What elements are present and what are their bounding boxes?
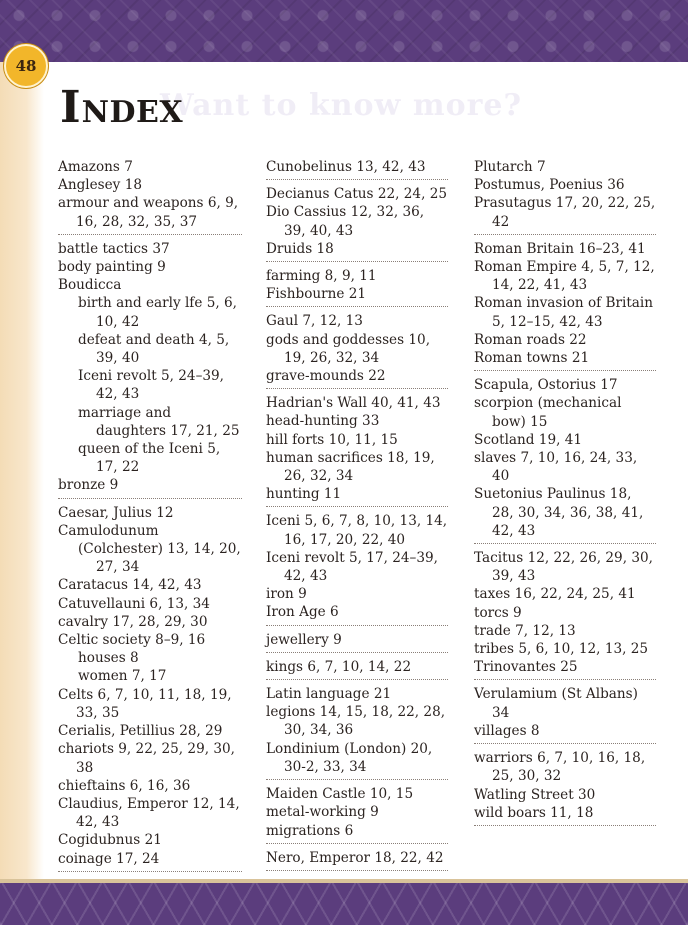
index-entry (474, 604, 656, 622)
index-entry-text: scorpion (mechanical bow) 15 (474, 395, 622, 430)
index-entry-text: kings 6, 7, 10, 14, 22 (266, 658, 412, 675)
index-entry-text: armour and weapons 6, 9, 16, 28, 32, 35, 37 (58, 195, 239, 230)
index-subentry (58, 367, 242, 403)
index-entry-text: Caratacus 14, 42, 43 (58, 577, 202, 594)
index-entry (58, 850, 242, 868)
index-entry-text: Celts 6, 7, 10, 11, 18, 19, 33, 35 (58, 686, 232, 721)
index-entry (266, 485, 448, 503)
index-entry-text: Camulodunum (58, 522, 159, 539)
dotted-divider (266, 388, 448, 389)
index-entry (474, 622, 656, 640)
index-entry (58, 686, 242, 722)
index-entry-text: Iceni 5, 6, 7, 8, 10, 13, 14, 16, 17, 20, 22, 40 (266, 513, 448, 548)
index-entry (474, 640, 656, 658)
index-entry (474, 549, 656, 585)
dotted-divider (266, 506, 448, 507)
index-entry (266, 603, 448, 621)
dotted-divider (266, 625, 448, 626)
index-entry (474, 485, 656, 540)
dotted-divider (266, 779, 448, 780)
index-entry-text: villages 8 (474, 722, 540, 739)
index-entry-text: iron 9 (266, 586, 307, 603)
index-entry (58, 504, 242, 522)
index-subentry (58, 294, 242, 330)
index-entry (58, 258, 242, 276)
index-entry-text: body painting 9 (58, 259, 166, 276)
index-entry (266, 431, 448, 449)
index-entry (474, 158, 656, 176)
index-entry-text: grave-mounds 22 (266, 368, 386, 385)
index-entry-text: Tacitus 12, 22, 26, 29, 30, 39, 43 (474, 550, 653, 585)
index-entry-text: Decianus Catus 22, 24, 25 (266, 186, 448, 203)
index-entry (474, 240, 656, 258)
index-column-3 (474, 158, 656, 831)
index-entry-text: (Colchester) 13, 14, 20, 27, 34 (78, 541, 241, 576)
index-entry (474, 294, 656, 330)
index-entry-text: defeat and death 4, 5, 39, 40 (78, 331, 230, 367)
index-entry (58, 158, 242, 176)
index-entry-text: Latin language 21 (266, 686, 392, 703)
index-entry (474, 349, 656, 367)
index-entry-text: Gaul 7, 12, 13 (266, 313, 363, 330)
index-entry-text: Watling Street 30 (474, 786, 596, 803)
index-entry-text: Iceni revolt 5, 17, 24–39, 42, 43 (266, 549, 438, 585)
index-entry (58, 777, 242, 795)
index-entry-text: Plutarch 7 (474, 159, 546, 175)
index-entry-text: Roman roads 22 (474, 331, 587, 348)
dotted-divider (266, 679, 448, 680)
index-entry (58, 240, 242, 258)
index-entry (58, 276, 242, 294)
faded-background-headline: Want to know more? (160, 88, 523, 123)
index-entry-text: Hadrian's Wall 40, 41, 43 (266, 395, 441, 412)
index-entry (58, 613, 242, 631)
index-entry-text: bronze 9 (58, 477, 119, 494)
index-entry-text: tribes 5, 6, 10, 12, 13, 25 (474, 641, 649, 658)
index-entry-text: Boudicca (58, 277, 122, 294)
index-entry-text: hill forts 10, 11, 15 (266, 431, 398, 448)
index-entry (58, 740, 242, 776)
index-entry-text: Cerialis, Petillius 28, 29 (58, 723, 223, 740)
index-entry (58, 176, 242, 194)
index-entry-text: Claudius, Emperor 12, 14, 42, 43 (58, 795, 240, 831)
index-entry (266, 685, 448, 703)
index-entry-text: marriage and daughters 17, 21, 25 (78, 404, 240, 439)
index-entry (474, 376, 656, 394)
index-subentry (58, 667, 242, 685)
index-entry-text: Dio Cassius 12, 32, 36, 39, 40, 43 (266, 204, 425, 239)
index-entry-text: Roman Britain 16–23, 41 (474, 240, 646, 257)
index-entry-text: Scapula, Ostorius 17 (474, 377, 618, 394)
index-entry (474, 331, 656, 349)
index-entry (58, 631, 242, 649)
index-entry-text: gods and goddesses 10, 19, 26, 32, 34 (266, 331, 431, 366)
index-entry (474, 431, 656, 449)
index-entry-text: chariots 9, 22, 25, 29, 30, 38 (58, 741, 235, 776)
index-entry-text: Scotland 19, 41 (474, 431, 583, 448)
page-title-rest: NDEX (81, 95, 184, 130)
index-entry (58, 194, 242, 230)
index-entry (266, 285, 448, 303)
dotted-divider (474, 679, 656, 680)
index-entry (266, 312, 448, 330)
index-entry-text: wild boars 11, 18 (474, 804, 594, 821)
index-entry (266, 785, 448, 803)
index-entry-text: Nero, Emperor 18, 22, 42 (266, 849, 444, 866)
index-entry-text: Iron Age 6 (266, 604, 339, 621)
index-entry (266, 240, 448, 258)
index-entry-text: human sacrifices 18, 19, 26, 32, 34 (266, 449, 435, 485)
dotted-divider (474, 234, 656, 235)
index-subentry (58, 404, 242, 440)
index-entry (474, 658, 656, 676)
index-entry (58, 595, 242, 613)
index-entry-text: women 7, 17 (78, 668, 167, 685)
index-subentry (58, 540, 242, 576)
index-entry-text: Cunobelinus 13, 42, 43 (266, 159, 426, 175)
index-entry (266, 203, 448, 239)
index-entry-text: coinage 17, 24 (58, 850, 160, 867)
index-entry (474, 804, 656, 822)
page-title (60, 82, 184, 133)
index-entry (266, 449, 448, 485)
index-entry (474, 722, 656, 740)
index-entry-text: chieftains 6, 16, 36 (58, 777, 191, 794)
index-entry (266, 740, 448, 776)
index-column-2 (266, 158, 448, 876)
index-entry-text: Catuvellauni 6, 13, 34 (58, 595, 210, 612)
dotted-divider (474, 825, 656, 826)
index-entry (266, 803, 448, 821)
index-entry-text: Celtic society 8–9, 16 (58, 632, 206, 649)
page-title-initial: I (60, 82, 81, 133)
dotted-divider (266, 843, 448, 844)
index-entry (474, 258, 656, 294)
index-entry (266, 585, 448, 603)
index-subentry (58, 440, 242, 476)
index-entry-text: slaves 7, 10, 16, 24, 33, 40 (474, 450, 638, 485)
index-entry (266, 394, 448, 412)
index-entry (266, 631, 448, 649)
index-entry (474, 449, 656, 485)
index-entry (266, 822, 448, 840)
index-entry-text: Roman invasion of Britain 5, 12–15, 42, 43 (474, 295, 654, 330)
index-entry (474, 685, 656, 721)
index-entry (58, 522, 242, 540)
index-subentry (58, 649, 242, 667)
dotted-divider (266, 261, 448, 262)
dotted-divider (266, 306, 448, 307)
index-entry-text: Suetonius Paulinus 18, 28, 30, 34, 36, 38, 41, 42, 43 (474, 486, 644, 539)
dotted-divider (474, 370, 656, 371)
page-number-badge: 48 (4, 44, 48, 88)
index-entry (266, 158, 448, 176)
index-entry-text: metal-working 9 (266, 804, 379, 821)
index-entry (266, 512, 448, 548)
index-entry-text: trade 7, 12, 13 (474, 622, 576, 639)
index-entry-text: birth and early lfe 5, 6, 10, 42 (78, 295, 237, 330)
index-entry-text: Roman Empire 4, 5, 7, 12, 14, 22, 41, 43 (474, 259, 655, 294)
index-entry-text: Cogidubnus 21 (58, 832, 162, 849)
index-entry (266, 267, 448, 285)
index-entry (58, 722, 242, 740)
dotted-divider (474, 743, 656, 744)
index-entry (266, 412, 448, 430)
dotted-divider (266, 870, 448, 871)
index-entry (266, 367, 448, 385)
index-entry-text: cavalry 17, 28, 29, 30 (58, 613, 208, 630)
index-entry-text: houses 8 (78, 650, 139, 667)
index-subentry (58, 331, 242, 367)
index-entry-text: Amazons 7 (58, 159, 133, 175)
index-entry-text: Iceni revolt 5, 24–39, 42, 43 (78, 368, 224, 403)
index-entry (58, 795, 242, 831)
index-entry (266, 331, 448, 367)
dotted-divider (266, 652, 448, 653)
index-entry-text: farming 8, 9, 11 (266, 268, 377, 285)
index-entry-text: taxes 16, 22, 24, 25, 41 (474, 586, 636, 603)
index-entry (474, 786, 656, 804)
index-entry-text: Verulamium (St Albans) 34 (474, 686, 638, 721)
index-entry (474, 749, 656, 785)
dotted-divider (58, 871, 242, 872)
index-entry-text: head-hunting 33 (266, 413, 380, 430)
index-entry-text: jewellery 9 (266, 631, 342, 648)
index-entry-text: Postumus, Poenius 36 (474, 177, 625, 194)
index-entry-text: Prasutagus 17, 20, 22, 25, 42 (474, 195, 656, 230)
index-entry (58, 576, 242, 594)
index-entry-text: Londinium (London) 20, 30-2, 33, 34 (266, 740, 433, 775)
index-entry-text: Fishbourne 21 (266, 286, 367, 303)
index-entry-text: queen of the Iceni 5, 17, 22 (78, 441, 221, 476)
index-entry (266, 658, 448, 676)
index-entry (266, 703, 448, 739)
footer-decorative-band (0, 879, 688, 925)
index-entry (266, 185, 448, 203)
index-entry (266, 849, 448, 867)
header-decorative-band (0, 0, 688, 62)
index-entry (58, 476, 242, 494)
left-margin-strip (0, 62, 44, 879)
index-entry (58, 831, 242, 849)
index-entry (474, 585, 656, 603)
index-entry-text: battle tactics 37 (58, 240, 170, 257)
dotted-divider (266, 179, 448, 180)
index-column-1 (58, 158, 242, 877)
dotted-divider (58, 234, 242, 235)
index-entry-text: Druids 18 (266, 240, 334, 257)
index-entry (474, 194, 656, 230)
dotted-divider (58, 498, 242, 499)
index-entry-text: Caesar, Julius 12 (58, 504, 174, 521)
index-entry (266, 549, 448, 585)
index-entry-text: Trinovantes 25 (474, 659, 578, 676)
index-entry-text: Maiden Castle 10, 15 (266, 786, 414, 803)
dotted-divider (474, 543, 656, 544)
index-entry-text: Roman towns 21 (474, 350, 590, 367)
index-entry-text: Anglesey 18 (58, 177, 142, 194)
index-entry-text: warriors 6, 7, 10, 16, 18, 25, 30, 32 (474, 750, 646, 785)
index-entry-text: legions 14, 15, 18, 22, 28, 30, 34, 36 (266, 704, 446, 739)
index-entry-text: hunting 11 (266, 486, 342, 503)
index-entry-text: torcs 9 (474, 604, 522, 621)
index-entry (474, 176, 656, 194)
index-entry (474, 394, 656, 430)
index-entry-text: migrations 6 (266, 822, 354, 839)
